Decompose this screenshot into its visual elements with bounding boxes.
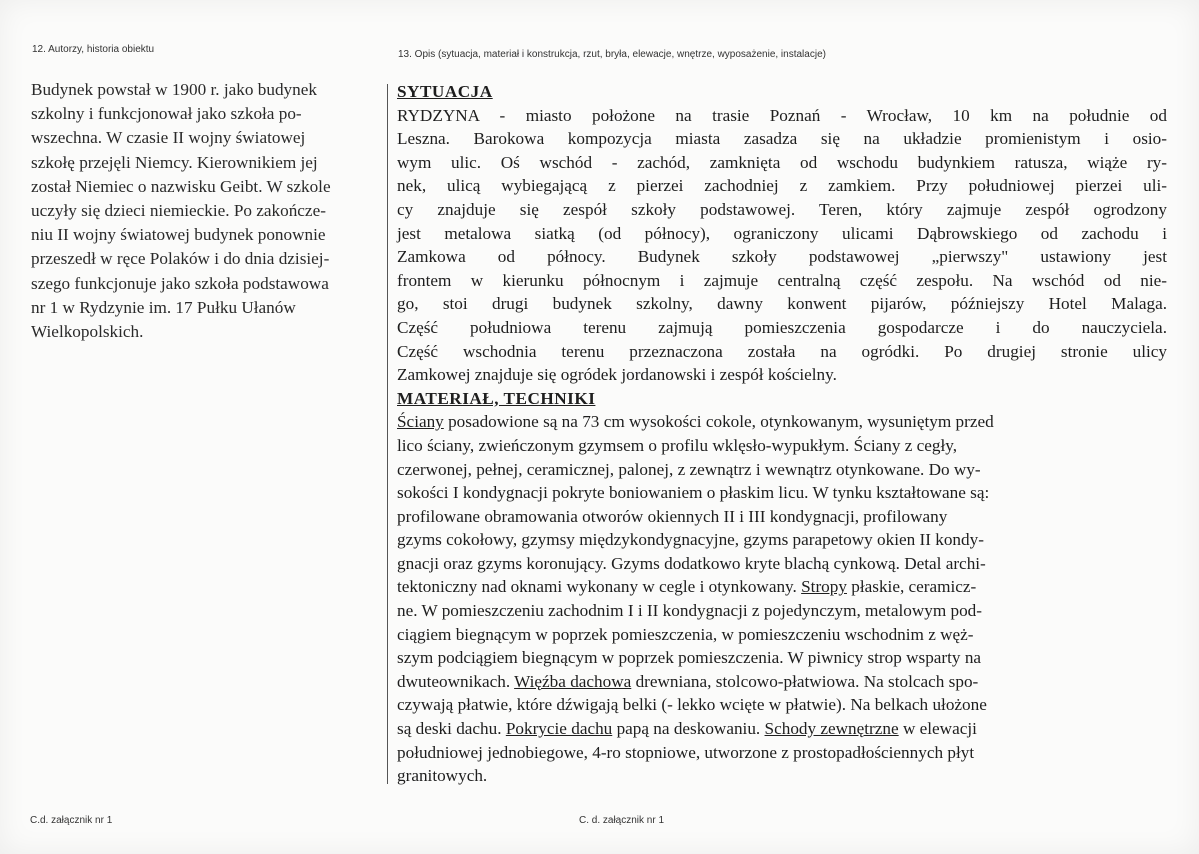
left-footer-note: C.d. załącznik nr 1 bbox=[30, 815, 113, 826]
history-line: Budynek powstał w 1900 r. jako budynek bbox=[31, 80, 317, 99]
history-line: wszechna. W czasie II wojny światowej bbox=[31, 128, 306, 148]
materials-line: granitowych. bbox=[397, 766, 488, 786]
column-divider bbox=[387, 84, 388, 784]
right-footer-note: C. d. załącznik nr 1 bbox=[579, 815, 665, 826]
materials-line: dwuteownikach. Więźba dachowa drewniana, stolcowo-płatwiowa. Na stolcach spo- bbox=[397, 671, 979, 691]
history-line: Wielkopolskich. bbox=[31, 322, 144, 342]
materials-line: gnacji oraz gzyms koronujący. Gzyms dodatkowo kryte blachą cynkową. Detal archi- bbox=[397, 553, 986, 573]
right-column-header: 13. Opis (sytuacja, materiał i konstrukcja, rzut, bryła, elewacje, wnętrze, wyposażenie, instalacje) bbox=[398, 49, 826, 60]
materials-line: sokości I kondygnacji pokryte boniowaniem o płaskim licu. W tynku kształtowane są: bbox=[397, 483, 990, 503]
history-line: szego funkcjonuje jako szkoła podstawowa bbox=[31, 273, 329, 293]
materials-line: lico ściany, zwieńczonym gzymsem o profilu wklęsło-wypukłym. Ściany z cegły, bbox=[397, 435, 958, 455]
materials-line: profilowane obramowania otworów okiennych II i III kondygnacji, profilowany bbox=[397, 506, 948, 526]
materials-line: są deski dachu. Pokrycie dachu papą na deskowaniu. Schody zewnętrzne w elewacji bbox=[397, 719, 977, 739]
materials-heading: MATERIAŁ, TECHNIKI bbox=[397, 388, 596, 408]
history-line: został Niemiec o nazwisku Geibt. W szkole bbox=[31, 176, 331, 196]
situation-line: RYDZYNA - miasto położone na trasie Poznań - Wrocław, 10 km na południe od bbox=[397, 105, 1167, 125]
external-stairs-keyword: Schody zewnętrzne bbox=[764, 719, 899, 739]
history-line: niu II wojny światowej budynek ponownie bbox=[31, 225, 326, 245]
situation-line: cy znajduje się zespół szkoły podstawowej. Teren, który zajmuje zespół ogrodzony bbox=[397, 199, 1167, 219]
situation-line: wym ulic. Oś wschód - zachód, zamknięta od wschodu budynkiem ratusza, wiąże ry- bbox=[397, 152, 1167, 172]
materials-line: tektoniczny nad oknami wykonany w cegle i otynkowany. Stropy płaskie, ceramicz- bbox=[397, 577, 977, 597]
situation-line: go, stoi drugi budynek szkolny, dawny konwent pijarów, późniejszy Hotel Malaga. bbox=[397, 294, 1167, 314]
history-line: uczyły się dzieci niemieckie. Po zakończe- bbox=[31, 201, 326, 221]
materials-line: gzyms cokołowy, gzymsy międzykondygnacyjne, gzyms parapetowy okien II kondy- bbox=[397, 530, 984, 550]
materials-line: ne. W pomieszczeniu zachodnim I i II kondygnacji z pojedynczym, metalowym pod- bbox=[397, 601, 982, 621]
materials-line: czerwonej, pełnej, ceramicznej, palonej, z zewnątrz i wewnątrz otynkowane. Do wy- bbox=[397, 459, 981, 479]
history-line: przeszedł w ręce Polaków i do dnia dzisiej- bbox=[31, 249, 330, 269]
situation-line: Zamkowa od północy. Budynek szkoły podstawowej „pierwszy" ustawiony jest bbox=[397, 247, 1167, 267]
history-line: szkołę przejęli Niemcy. Kierownikiem jej bbox=[31, 152, 318, 172]
situation-heading: SYTUACJA bbox=[397, 82, 493, 101]
roof-truss-keyword: Więźba dachowa bbox=[514, 671, 632, 691]
roof-covering-keyword: Pokrycie dachu bbox=[505, 719, 613, 739]
situation-line: Leszna. Barokowa kompozycja miasta zasadza się na układzie promienistym i osio- bbox=[397, 129, 1167, 149]
walls-keyword: Ściany bbox=[397, 412, 444, 432]
history-text bbox=[31, 78, 376, 344]
situation-line: Część wschodnia terenu przeznaczona została na ogródki. Po drugiej stronie ulicy bbox=[397, 341, 1167, 361]
materials-line: ciągiem biegnącym w poprzek pomieszczenia, w pomieszczeniu wschodnim z węż- bbox=[397, 624, 974, 644]
materials-line: szym podciągiem biegnącym w poprzek pomieszczenia. W piwnicy strop wsparty na bbox=[397, 648, 982, 668]
history-line: nr 1 w Rydzynie im. 17 Pułku Ułanów bbox=[31, 297, 296, 317]
situation-line: nek, ulicą wybiegającą z pierzei zachodniej z zamkiem. Przy południowej pierzei uli- bbox=[397, 176, 1167, 196]
materials-line: Ściany posadowione są na 73 cm wysokości cokole, otynkowanym, wysuniętym przed bbox=[397, 412, 994, 432]
left-column-header: 12. Autorzy, historia obiektu bbox=[32, 44, 155, 55]
situation-line: jest metalowa siatką (od północy), ograniczony ulicami Dąbrowskiego od zachodu i bbox=[397, 223, 1167, 243]
description-text bbox=[397, 80, 1167, 788]
materials-line: czywają płatwie, które dźwigają belki (- lekko wcięte w płatwie). Na belkach ułożone bbox=[397, 695, 987, 715]
history-line: szkolny i funkcjonował jako szkoła po- bbox=[31, 104, 302, 124]
ceilings-keyword: Stropy bbox=[801, 577, 847, 597]
situation-line: Część południowa terenu zajmują pomieszczenia gospodarcze i do nauczyciela. bbox=[397, 317, 1167, 337]
situation-line: frontem w kierunku północnym i zajmuje centralną część zespołu. Na wschód od nie- bbox=[397, 270, 1167, 290]
materials-line: południowej jednobiegowe, 4-ro stopniowe, utworzone z prostopadłościennych płyt bbox=[397, 742, 975, 762]
situation-line: Zamkowej znajduje się ogródek jordanowski i zespół kościelny. bbox=[397, 365, 837, 385]
